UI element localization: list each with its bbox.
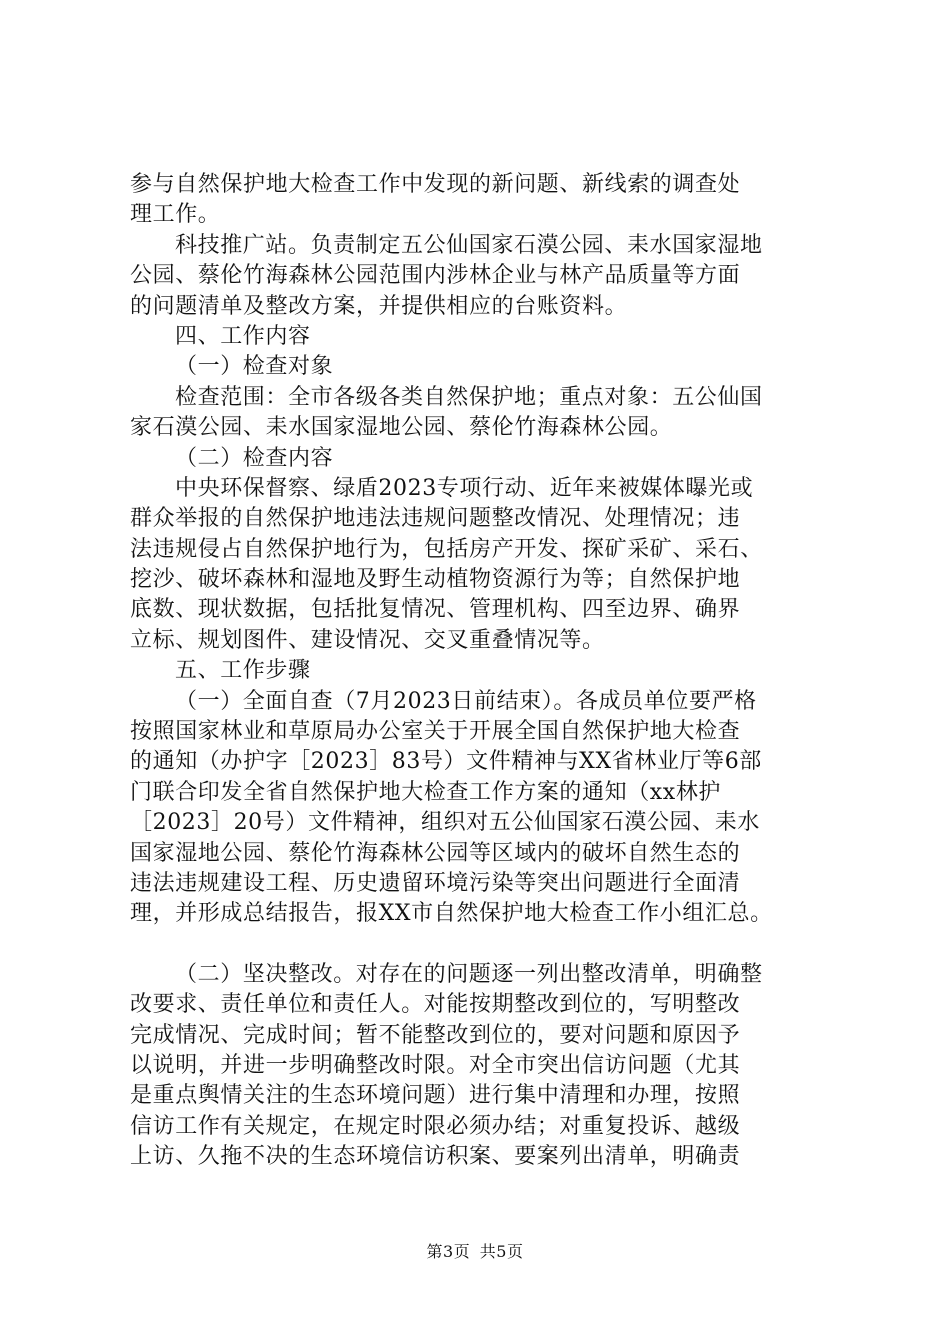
text-line: 按照国家林业和草原局办公室关于开展全国自然保护地大检查 bbox=[130, 719, 741, 745]
text-line: 是重点舆情关注的生态环境问题）进行集中清理和办理，按照 bbox=[130, 1083, 741, 1109]
text-line: 理，并形成总结报告，报XX市自然保护地大检查工作小组汇总。 bbox=[130, 901, 773, 927]
text-line: 参与自然保护地大检查工作中发现的新问题、新线索的调查处 bbox=[130, 172, 741, 197]
text-line: 科技推广站。负责制定五公仙国家石漠公园、耒水国家湿地 bbox=[175, 232, 763, 258]
text-line: 挖沙、破坏森林和湿地及野生动植物资源行为等；自然保护地 bbox=[130, 567, 741, 593]
section-heading: 四、工作内容 bbox=[175, 323, 311, 349]
text-line: 立标、规划图件、建设情况、交叉重叠情况等。 bbox=[130, 627, 605, 653]
text-line: 理工作。 bbox=[130, 202, 221, 228]
text-line: 信访工作有关规定，在规定时限必须办结；对重复投诉、越级 bbox=[130, 1113, 741, 1139]
text-line: 家石漠公园、耒水国家湿地公园、蔡伦竹海森林公园。 bbox=[130, 415, 673, 441]
text-line: 群众举报的自然保护地违法违规问题整改情况、处理情况；违 bbox=[130, 506, 741, 532]
text-line: ［2023］20号）文件精神，组织对五公仙国家石漠公园、耒水 bbox=[130, 810, 760, 836]
text-line: 改要求、责任单位和责任人。对能按期整改到位的，写明整改 bbox=[130, 992, 741, 1018]
text-line: 中央环保督察、绿盾2023专项行动、近年来被媒体曝光或 bbox=[175, 475, 754, 501]
text-line: 国家湿地公园、蔡伦竹海森林公园等区域内的破坏自然生态的 bbox=[130, 840, 741, 866]
page-footer bbox=[0, 1239, 950, 1262]
page-number: 第3页 bbox=[426, 1242, 471, 1261]
subsection-heading: （二）检查内容 bbox=[175, 445, 334, 471]
text-line: （一）全面自查（7月2023日前结束）。各成员单位要严格 bbox=[175, 688, 757, 714]
paragraph-gap bbox=[130, 930, 850, 960]
text-line: 上访、久拖不决的生态环境信访积案、要案列出清单，明确责 bbox=[130, 1144, 741, 1170]
subsection-heading: （一）检查对象 bbox=[175, 354, 334, 380]
text-line: 公园、蔡伦竹海森林公园范围内涉林企业与林产品质量等方面 bbox=[130, 263, 741, 289]
text-line: 门联合印发全省自然保护地大检查工作方案的通知（xx林护 bbox=[130, 779, 722, 805]
text-line: 检查范围：全市各级各类自然保护地；重点对象：五公仙国 bbox=[175, 384, 763, 410]
text-line: 违法违规建设工程、历史遗留环境污染等突出问题进行全面清 bbox=[130, 870, 741, 896]
document-body bbox=[130, 170, 850, 1173]
text-line: 的问题清单及整改方案，并提供相应的台账资料。 bbox=[130, 293, 628, 319]
section-heading: 五、工作步骤 bbox=[175, 658, 311, 684]
text-line: 的通知（办护字［2023］83号）文件精神与XX省林业厅等6部 bbox=[130, 749, 762, 775]
text-line: 底数、现状数据，包括批复情况、管理机构、四至边界、确界 bbox=[130, 597, 741, 623]
text-line: 法违规侵占自然保护地行为，包括房产开发、探矿采矿、采石、 bbox=[130, 536, 763, 562]
text-line: （二）坚决整改。对存在的问题逐一列出整改清单，明确整 bbox=[175, 961, 763, 987]
text-line: 以说明，并进一步明确整改时限。对全市突出信访问题（尤其 bbox=[130, 1052, 741, 1078]
text-line: 完成情况、完成时间；暂不能整改到位的，要对问题和原因予 bbox=[130, 1022, 741, 1048]
page-total: 共5页 bbox=[479, 1242, 524, 1261]
